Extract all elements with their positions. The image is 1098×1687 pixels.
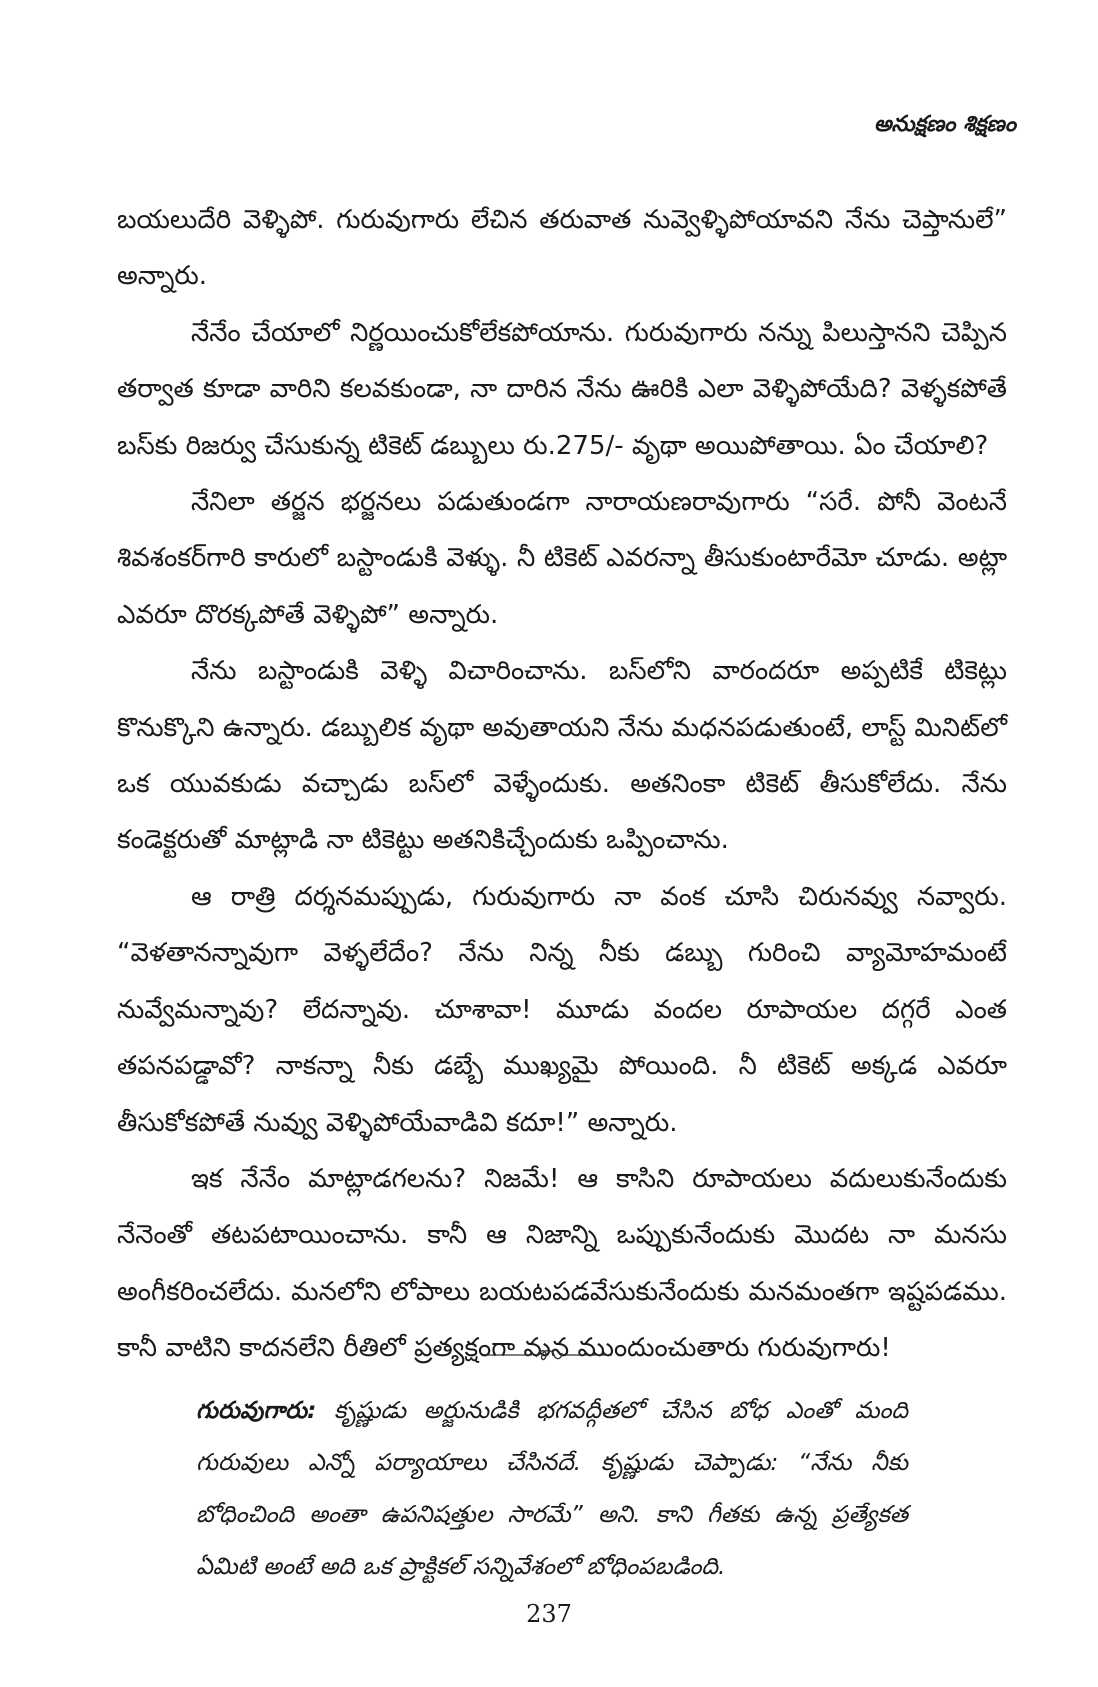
- paragraph: ఆ రాత్రి దర్శనమప్పుడు, గురువుగారు నా వంక చూసి చిరునవ్వు నవ్వారు. “వెళతానన్నావుగా వెళ్ళలేదేం? నేను నిన్న నీకు డబ్బు గురించి వ్యామోహమంటే నువ్వేమన్నావు? లేదన్నావు. చూశావా! మూడు వందల రూపాయల దగ్గరే ఎంత తపనపడ్డావో? నాకన్నా నీకు డబ్బే ముఖ్యమై పోయింది. నీ టికెట్ అక్కడ ఎవరూ తీసుకోకపోతే నువ్వు వెళ్ళిపోయేవాడివి కదూ!” అన్నారు.: [117, 881, 1007, 1138]
- paragraph: బయలుదేరి వెళ్ళిపో. గురువుగారు లేచిన తరువాత నువ్వెళ్ళిపోయావని నేను చెప్తానులే” అన్నారు.: [117, 205, 1007, 292]
- flourish-divider-icon: [0, 1345, 1098, 1369]
- footnote-text: కృష్ణుడు అర్జునుడికి భగవద్గీతలో చేసిన బోధ ఎంతో మంది గురువులు ఎన్నో పర్యాయాలు చేసినదే. కృష్ణుడు చెప్పాడు: “నేను నీకు బోధించింది అంతా ఉపనిషత్తుల సారమే” అని. కాని గీతకు ఉన్న ప్రత్యేకత ఏమిటి అంటే అది ఒక ప్రాక్టికల్ సన్నివేశంలో బోధింపబడింది.: [196, 1396, 908, 1580]
- paragraph: నేనేం చేయాలో నిర్ణయించుకోలేకపోయాను. గురువుగారు నన్ను పిలుస్తానని చెప్పిన తర్వాత కూడా వారిని కలవకుండా, నా దారిన నేను ఊరికి ఎలా వెళ్ళిపోయేది? వెళ్ళకపోతే బస్‌కు రిజర్వు చేసుకున్న టికెట్ డబ్బులు రు.275/- వృథా అయిపోతాయి. ఏం చేయాలి?: [117, 317, 1007, 461]
- running-header: అనుక్షణం శిక్షణం: [873, 112, 1016, 137]
- footnote-label: గురువుగారు:: [196, 1396, 317, 1424]
- body-text: [117, 192, 1007, 1377]
- paragraph: నేను బస్టాండుకి వెళ్ళి విచారించాను. బస్‌లోని వారందరూ అప్పటికే టికెట్లు కొనుక్కొని ఉన్నారు. డబ్బులిక వృథా అవుతాయని నేను మధనపడుతుంటే, లాస్ట్ మినిట్‌లో ఒక యువకుడు వచ్చాడు బస్‌లో వెళ్ళేందుకు. అతనింకా టికెట్ తీసుకోలేదు. నేను కండెక్టరుతో మాట్లాడి నా టికెట్టు అతనికిచ్చేందుకు ఒప్పించాను.: [117, 656, 1007, 856]
- page-number: 237: [526, 1600, 572, 1628]
- paragraph: నేనిలా తర్జన భర్జనలు పడుతుండగా నారాయణరావుగారు “సరే. పోనీ వెంటనే శివశంకర్‌గారి కారులో బస్టాండుకి వెళ్ళు. నీ టికెట్ ఎవరన్నా తీసుకుంటారేమో చూడు. అట్లా ఎవరూ దొరక్కపోతే వెళ్ళిపో” అన్నారు.: [117, 487, 1007, 630]
- paragraph: ఇక నేనేం మాట్లాడగలను? నిజమే! ఆ కాసిని రూపాయలు వదులుకునేందుకు నేనెంతో తటపటాయించాను. కానీ ఆ నిజాన్ని ఒప్పుకునేందుకు మొదట నా మనసు అంగీకరించలేదు. మనలోని లోపాలు బయటపడవేసుకునేందుకు మనమంతగా ఇష్టపడము. కానీ వాటిని కాదనలేని రీతిలో ప్రత్యక్షంగా మన ముందుంచుతారు గురువుగారు!: [117, 1163, 1007, 1364]
- footnote: [196, 1384, 908, 1592]
